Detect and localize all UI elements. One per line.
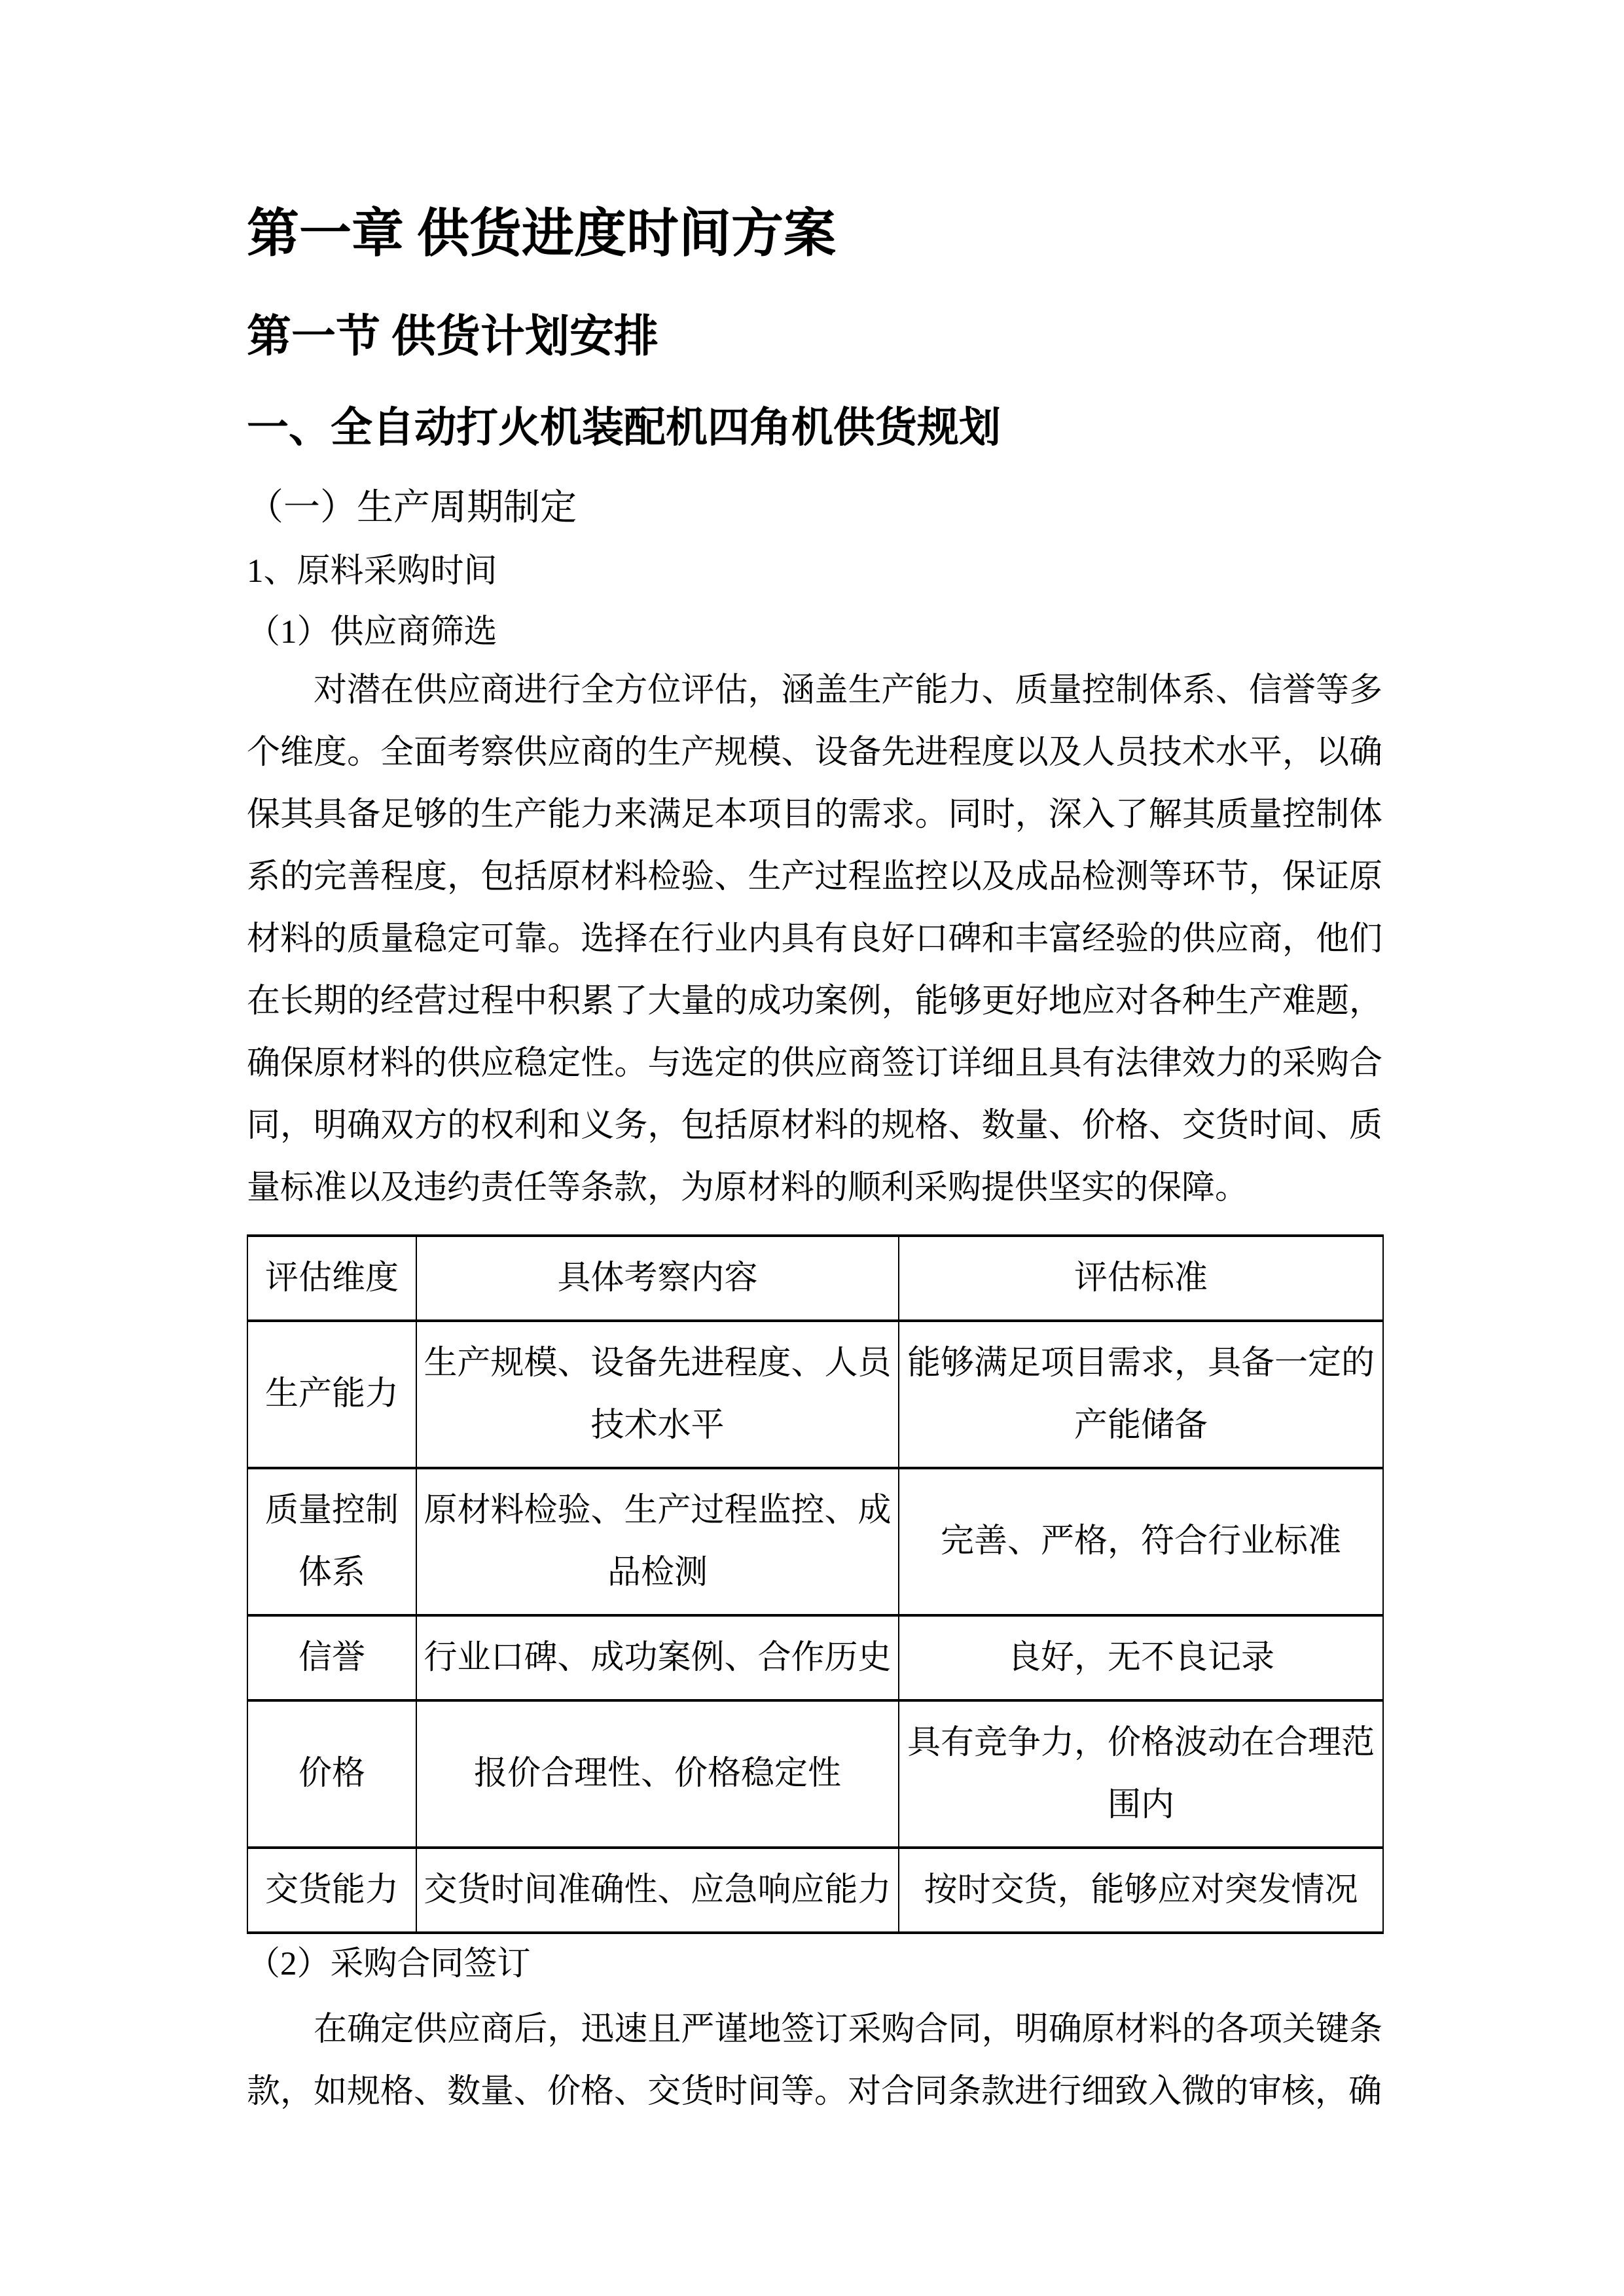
sub-subsection-heading: （一）生产周期制定 [247, 488, 577, 528]
table-cell: 行业口碑、成功案例、合作历史 [416, 1615, 899, 1700]
numbered-heading-supplier-screening: （1）供应商筛选 [247, 614, 497, 651]
table-row [247, 1615, 1383, 1700]
paragraph-supplier-screening: 对潜在供应商进行全方位评估，涵盖生产能力、质量控制体系、信誉等多个维度。全面考察供应商的生产规模、设备先进程度以及人员技术水平，以确保其具备足够的生产能力来满足本项目的需求。同时，深入了解其质量控制体系的完善程度，包括原材料检验、生产过程监控以及成品检测等环节，保证原材料的质量稳定可靠。选择在行业内具有良好口碑和丰富经验的供应商，他们在长期的经营过程中积累了大量的成功案例，能够更好地应对各种生产难题，确保原材料的供应稳定性。与选定的供应商签订详细且具有法律效力的采购合同，明确双方的权利和义务，包括原材料的规格、数量、价格、交货时间、质量标准以及违约责任等条款，为原材料的顺利采购提供坚实的保障。 [247, 672, 1382, 1206]
table-cell: 完善、严格，符合行业标准 [899, 1468, 1383, 1615]
table-cell: 能够满足项目需求，具备一定的产能储备 [899, 1321, 1383, 1468]
numbered-heading-contract-signing: （2）采购合同签订 [247, 1946, 531, 1982]
table-cell: 原材料检验、生产过程监控、成品检测 [416, 1468, 899, 1615]
supplier-evaluation-table [247, 1234, 1384, 1934]
table-header-row [247, 1236, 1383, 1321]
table-cell: 报价合理性、价格稳定性 [416, 1700, 899, 1848]
table-cell: 交货时间准确性、应急响应能力 [416, 1848, 899, 1933]
table-cell: 按时交货，能够应对突发情况 [899, 1848, 1383, 1933]
table-row [247, 1468, 1383, 1615]
table-cell: 价格 [247, 1700, 416, 1848]
table-header-content: 具体考察内容 [416, 1236, 899, 1321]
table-cell: 生产能力 [247, 1321, 416, 1468]
table-cell: 交货能力 [247, 1848, 416, 1933]
numbered-heading-raw-material-time: 1、原料采购时间 [247, 553, 497, 590]
table-cell: 良好，无不良记录 [899, 1615, 1383, 1700]
table-header-standard: 评估标准 [899, 1236, 1383, 1321]
document-content [247, 0, 1382, 2123]
table-row [247, 1321, 1383, 1468]
table-cell: 信誉 [247, 1615, 416, 1700]
table-row [247, 1848, 1383, 1933]
subsection-heading: 一、全自动打火机装配机四角机供货规划 [247, 404, 1001, 451]
paragraph-contract-signing: 在确定供应商后，迅速且严谨地签订采购合同，明确原材料的各项关键条款，如规格、数量、价格、交货时间等。对合同条款进行细致入微的审核，确 [247, 2011, 1382, 2110]
chapter-heading: 第一章 供货进度时间方案 [247, 206, 836, 263]
table-cell: 质量控制体系 [247, 1468, 416, 1615]
section-heading: 第一节 供货计划安排 [247, 312, 659, 361]
table-row [247, 1700, 1383, 1848]
table-cell: 生产规模、设备先进程度、人员技术水平 [416, 1321, 899, 1468]
table-header-dimension: 评估维度 [247, 1236, 416, 1321]
table-cell: 具有竞争力，价格波动在合理范围内 [899, 1700, 1383, 1848]
